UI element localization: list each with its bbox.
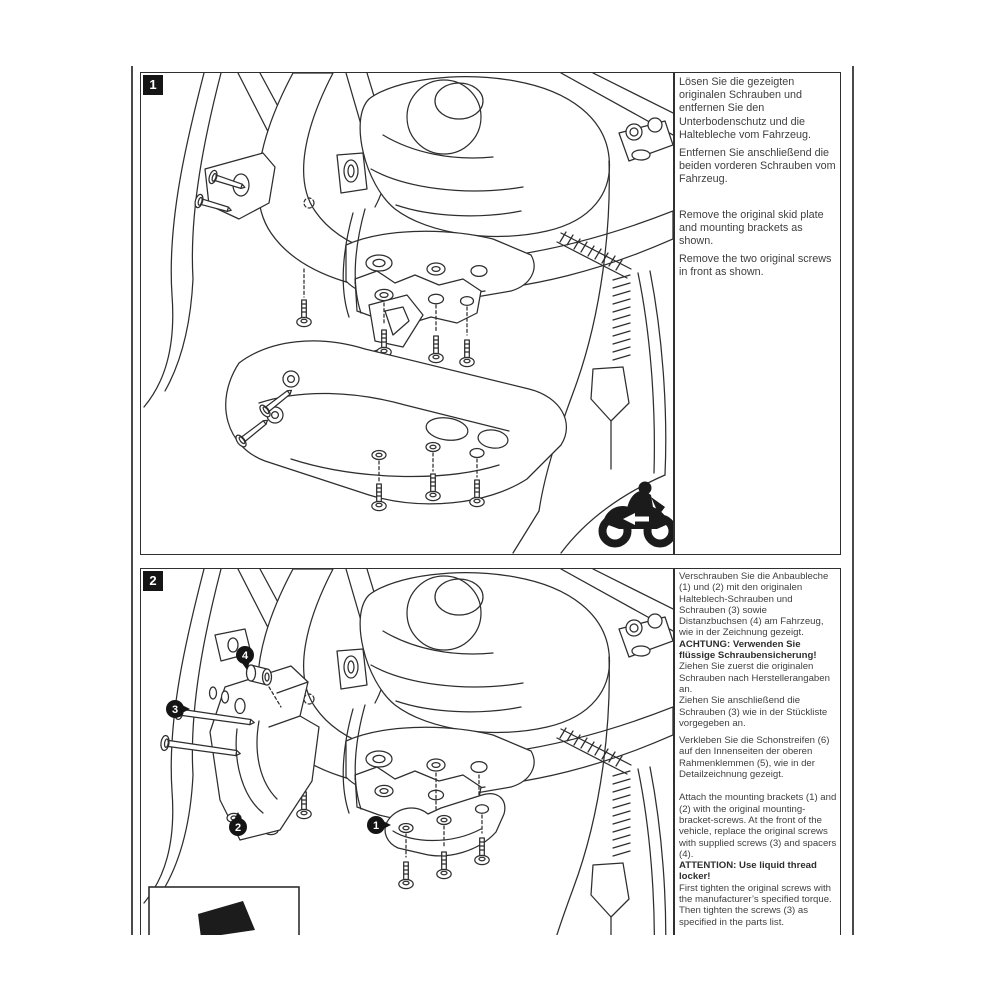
instruction-warning-en: ATTENTION: Use liquid thread locker! <box>679 860 817 883</box>
panel-divider <box>673 73 675 554</box>
front-fender-outline <box>144 73 221 407</box>
step-2-number-badge: 2 <box>143 571 163 591</box>
engine-case <box>337 77 609 237</box>
instruction-paragraph-de: Lösen Sie die gezeigten originalen Schrauben und entfernen Sie den Unterbodenschutz und die Haltebleche vom Fahrzeug. <box>679 76 812 141</box>
instruction-paragraph-en: Remove the original skid plate and mounting brackets as shown. <box>679 208 824 248</box>
svg-text:4: 4 <box>241 650 249 662</box>
instruction-paragraph-en: First tighten the original screws with the manufacturer’s specified torque. <box>679 882 832 906</box>
step-2-illustration <box>141 569 673 935</box>
instruction-paragraph-en: Remove the two original screws in front as shown. <box>679 253 832 279</box>
step-1-number-badge: 1 <box>143 75 163 95</box>
svg-text:2: 2 <box>234 822 242 834</box>
screw-icon <box>429 336 443 363</box>
screw-icon <box>399 862 413 889</box>
step-1-panel <box>140 72 841 555</box>
instruction-paragraph-en: Attach the mounting brackets (1) and (2) with the original mounting-bracket-screws. At the front of the vehicle, replace the original screws with supplied screws (3) and spacers (4). <box>679 792 837 860</box>
page-left-edge-line <box>131 66 133 935</box>
screw-icon <box>297 300 311 327</box>
svg-text:1: 1 <box>372 820 380 832</box>
instruction-paragraph-de: Verschrauben Sie die Anbaubleche (1) und (2) mit den originalen Halteblech-Schrauben und Schrauben (3) sowie Distanzbuchsen (4) am Fahrzeug, wie in der Zeichnung gezeigt. <box>679 571 829 639</box>
instruction-paragraph-de: Ziehen Sie anschließend die Schrauben (3) wie in der Stückliste vorgegeben an. <box>679 695 828 729</box>
step-1-illustration <box>141 73 673 554</box>
screw-icon <box>460 340 474 367</box>
page-right-edge-line <box>852 66 854 935</box>
svg-text:3: 3 <box>171 704 179 716</box>
instruction-warning-de: ACHTUNG: Verwenden Sie flüssige Schraubensicherung! <box>679 638 817 662</box>
motorcycle-icon <box>603 482 673 544</box>
step-1-instructions <box>679 76 837 285</box>
instruction-paragraph-de: Ziehen Sie zuerst die originalen Schrauben nach Herstellerangaben an. <box>679 661 830 695</box>
instruction-paragraph-en: Then tighten the screws (3) as specified in the parts list. <box>679 905 809 928</box>
panel-divider <box>673 569 675 935</box>
detail-inset-box <box>149 887 299 935</box>
instruction-paragraph-de: Entfernen Sie anschließend die beiden vorderen Schrauben vom Fahrzeug. <box>679 147 836 186</box>
step-2-panel <box>140 568 841 935</box>
step-2-instructions <box>679 571 837 928</box>
skid-plate <box>226 341 567 504</box>
instruction-paragraph-de: Verkleben Sie die Schonstreifen (6) auf den Innenseiten der oberen Rahmenklemmen (5), wie in der Detailzeichnung gezeigt. <box>679 735 830 781</box>
